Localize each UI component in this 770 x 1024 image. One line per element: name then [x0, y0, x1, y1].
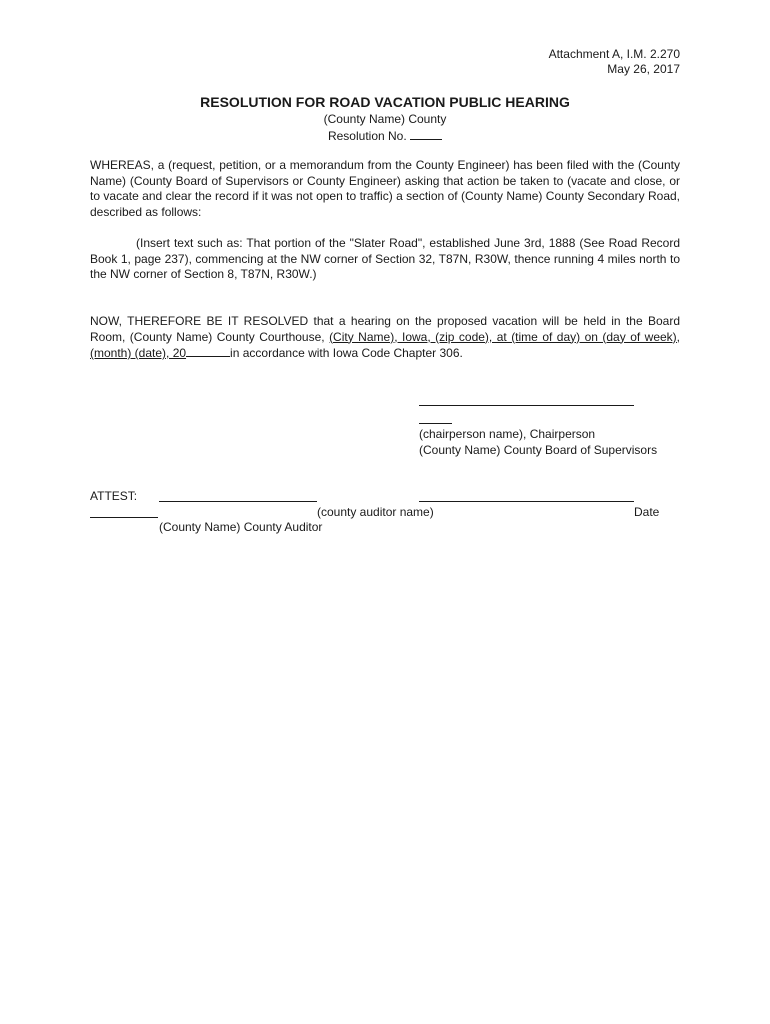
resolution-number-blank — [410, 128, 442, 140]
resolved-text-part1: NOW, THEREFORE BE IT RESOLVED that a hearing on the proposed vacation will be held in the Board Room, (County Name) County Courthouse, — [90, 314, 680, 344]
hearing-details-underlined: (City Name), Iowa, (zip code), at (time of day) on (day of week), (month) (date), 20 — [90, 329, 680, 360]
chairperson-name-label: (chairperson name), Chairperson — [419, 427, 596, 441]
chairperson-signature-line — [419, 405, 634, 406]
year-blank — [186, 345, 230, 357]
date-label: Date — [634, 505, 660, 519]
resolution-number-label: Resolution No. — [327, 129, 407, 143]
county-line: (County Name) County — [323, 112, 447, 126]
board-of-supervisors-label: (County Name) County Board of Supervisors — [419, 443, 658, 457]
document-date: May 26, 2017 — [607, 62, 680, 76]
resolution-number — [90, 128, 680, 143]
resolved-paragraph — [90, 314, 680, 362]
auditor-signature-line — [159, 501, 317, 502]
chairperson-signature-line-extension — [419, 423, 452, 424]
resolved-text-part2: in accordance with Iowa Code Chapter 306. — [230, 346, 463, 360]
attest-signature-line-extension — [90, 517, 158, 518]
date-signature-line — [419, 501, 634, 502]
attest-label: ATTEST: — [90, 489, 138, 503]
insert-text-paragraph: (Insert text such as: That portion of the "Slater Road", established June 3rd, 1888 (See Road Record Book 1, page 237), commencing at the NW corner of Section 32, T87N, R30W, thence running 4 miles north to the NW corner of Section 8, T87N, R30W.) — [90, 236, 680, 281]
attachment-reference: Attachment A, I.M. 2.270 — [548, 47, 680, 61]
whereas-paragraph: WHEREAS, a (request, petition, or a memorandum from the County Engineer) has been filed with the (County Name) (County Board of Supervisors or County Engineer) asking that action be taken to (vacate and close, or to vacate and clear the record if it was not open to traffic) a section of (County Name) County Secondary Road, described as follows: — [90, 158, 680, 219]
county-auditor-title: (County Name) County Auditor — [159, 520, 323, 534]
page-title: RESOLUTION FOR ROAD VACATION PUBLIC HEARING — [200, 94, 570, 110]
auditor-name-label: (county auditor name) — [317, 505, 434, 519]
